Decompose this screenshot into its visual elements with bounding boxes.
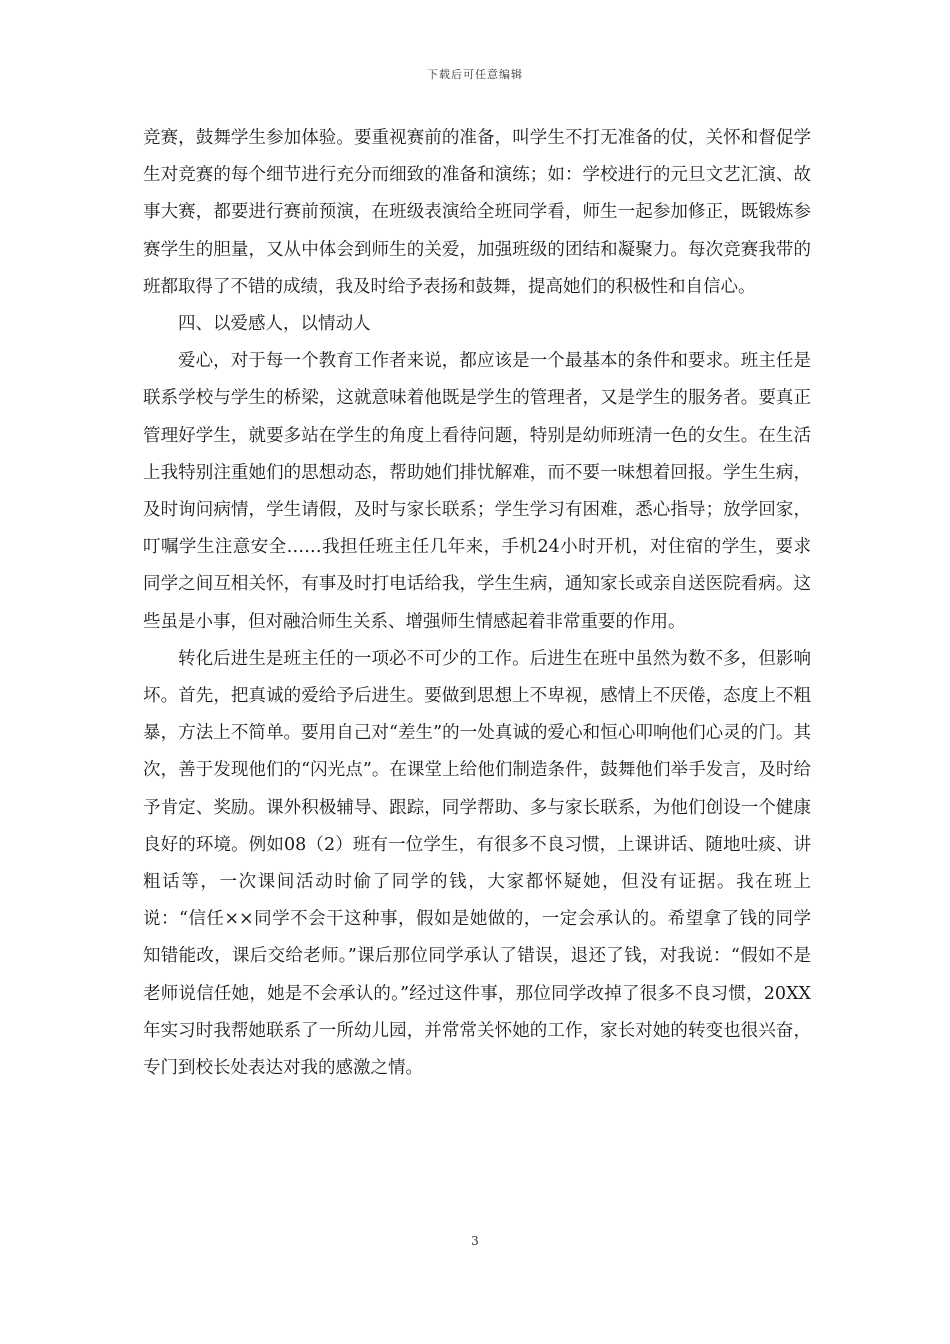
page-number: 3 [471, 1234, 479, 1248]
page-header: 下载后可任意编辑 [427, 68, 523, 81]
paragraph-underachievers: 转化后进生是班主任的一项必不可少的工作。后进生在班中虽然为数不多，但影响坏。首先，把真诚的爱给予后进生。要做到思想上不卑视，感情上不厌倦，态度上不粗暴，方法上不简单。要用自己对“差生”的一处真诚的爱心和恒心叩响他们心灵的门。其次，善于发现他们的“闪光点”。在课堂上给他们制造条件，鼓舞他们举手发言，及时给予肯定、奖励。课外积极辅导、跟踪，同学帮助、多与家长联系，为他们创设一个健康良好的环境。例如08（2）班有一位学生，有很多不良习惯，上课讲话、随地吐痰、讲粗话等，一次课间活动时偷了同学的钱，大家都怀疑她，但没有证据。我在班上说：“信任××同学不会干这种事，假如是她做的，一定会承认的。希望拿了钱的同学知错能改，课后交给老师。”课后那位同学承认了错误，退还了钱，对我说：“假如不是老师说信任她，她是不会承认的。”经过这件事，那位同学改掉了很多不良习惯，20XX年实习时我帮她联系了一所幼儿园，并常常关怀她的工作，家长对她的转变也很兴奋，专门到校长处表达对我的感激之情。 [143, 648, 811, 1079]
paragraph-competition: 竞赛，鼓舞学生参加体验。要重视赛前的准备，叫学生不打无准备的仗，关怀和督促学生对竞赛的每个细节进行充分而细致的准备和演练；如：学校进行的元旦文艺汇演、故事大赛，都要进行赛前预演，在班级表演给全班同学看，师生一起参加修正，既锻炼参赛学生的胆量，又从中体会到师生的关爱，加强班级的团结和凝聚力。每次竞赛我带的班都取得了不错的成绩，我及时给予表扬和鼓舞，提高她们的积极性和自信心。 [143, 128, 811, 297]
document-body [143, 120, 811, 1087]
section-heading-love: 四、以爱感人，以情动人 [178, 314, 371, 335]
paragraph-love: 爱心，对于每一个教育工作者来说，都应该是一个最基本的条件和要求。班主任是联系学校与学生的桥梁，这就意味着他既是学生的管理者，又是学生的服务者。要真正管理好学生，就要多站在学生的角度上看待问题，特别是幼师班清一色的女生。在生活上我特别注重她们的思想动态，帮助她们排忧解难，而不要一味想着回报。学生生病，及时询问病情，学生请假，及时与家长联系；学生学习有困难，悉心指导；放学回家，叮嘱学生注意安全……我担任班主任几年来，手机24小时开机，对住宿的学生，要求同学之间互相关怀，有事及时打电话给我，学生生病，通知家长或亲自送医院看病。这些虽是小事，但对融洽师生关系、增强师生情感起着非常重要的作用。 [143, 351, 811, 632]
